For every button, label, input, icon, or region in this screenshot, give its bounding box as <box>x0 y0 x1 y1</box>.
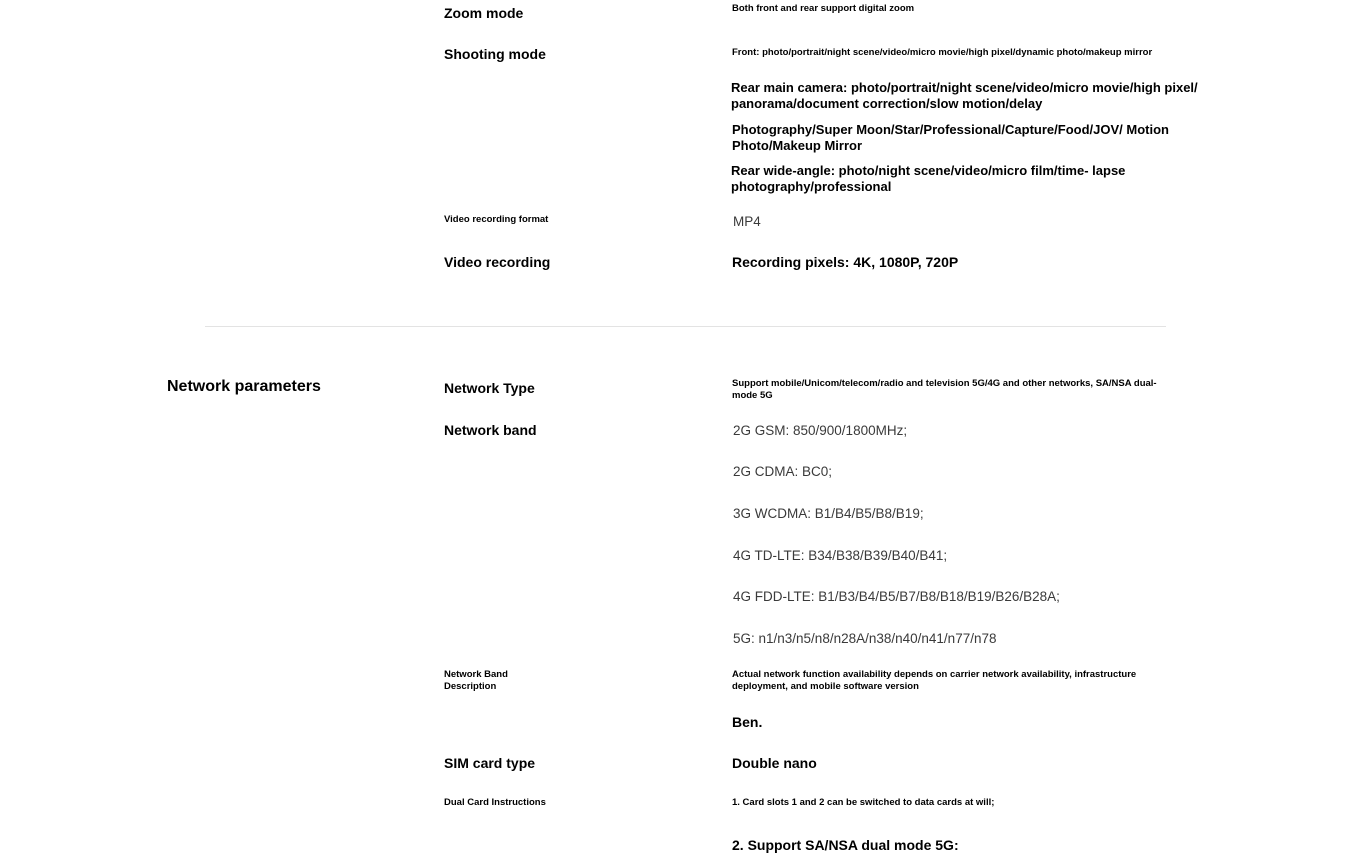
network-band-item: 3G WCDMA: B1/B4/B5/B8/B19; <box>733 506 924 521</box>
network-band-item: 2G GSM: 850/900/1800MHz; <box>733 423 908 438</box>
section-divider <box>205 326 1166 327</box>
shooting-mode-rear-wide: Rear wide-angle: photo/night scene/video/micro film/time- lapse photography/professional <box>731 163 1126 194</box>
network-band-desc-extra: Ben. <box>732 714 763 730</box>
dual-card-line-1: 1. Card slots 1 and 2 can be switched to data cards at will; <box>732 797 995 808</box>
zoom-mode-label: Zoom mode <box>444 5 524 21</box>
video-format-label: Video recording format <box>444 214 549 225</box>
sim-type-label: SIM card type <box>444 755 536 771</box>
shooting-mode-rear-main: Rear main camera: photo/portrait/night scene/video/micro movie/high pixel/ panorama/document correction/slow motion/delay <box>731 80 1198 111</box>
video-recording-label: Video recording <box>444 254 551 270</box>
section-title-network: Network parameters <box>167 378 321 395</box>
video-recording-value: Recording pixels: 4K, 1080P, 720P <box>732 254 959 270</box>
network-band-item: 4G FDD-LTE: B1/B3/B4/B5/B7/B8/B18/B19/B26/B28A; <box>733 589 1060 604</box>
zoom-mode-value: Both front and rear support digital zoom <box>732 3 915 14</box>
network-band-desc-label: Network Band Description <box>444 669 508 692</box>
network-band-item: 2G CDMA: BC0; <box>733 464 833 479</box>
network-band-item: 5G: n1/n3/n5/n8/n28A/n38/n40/n41/n77/n78 <box>733 631 997 646</box>
video-format-value: MP4 <box>733 214 761 229</box>
network-band-label: Network band <box>444 422 537 438</box>
shooting-mode-front: Front: photo/portrait/night scene/video/micro movie/high pixel/dynamic photo/makeup mirror <box>732 47 1153 58</box>
dual-card-label: Dual Card Instructions <box>444 797 546 808</box>
sim-type-value: Double nano <box>732 755 817 771</box>
dual-card-line-2: 2. Support SA/NSA dual mode 5G: <box>732 837 959 853</box>
shooting-mode-label: Shooting mode <box>444 46 546 62</box>
network-band-item: 4G TD-LTE: B34/B38/B39/B40/B41; <box>733 548 948 563</box>
network-type-value: Support mobile/Unicom/telecom/radio and television 5G/4G and other networks, SA/NSA dual-mode 5G <box>732 378 1157 401</box>
network-type-label: Network Type <box>444 380 535 396</box>
network-band-desc-value: Actual network function availability depends on carrier network availability, infrastructure deployment, and mobile software version <box>732 669 1137 692</box>
shooting-mode-extra: Photography/Super Moon/Star/Professional/Capture/Food/JOV/ Motion Photo/Makeup Mirror <box>732 122 1169 153</box>
